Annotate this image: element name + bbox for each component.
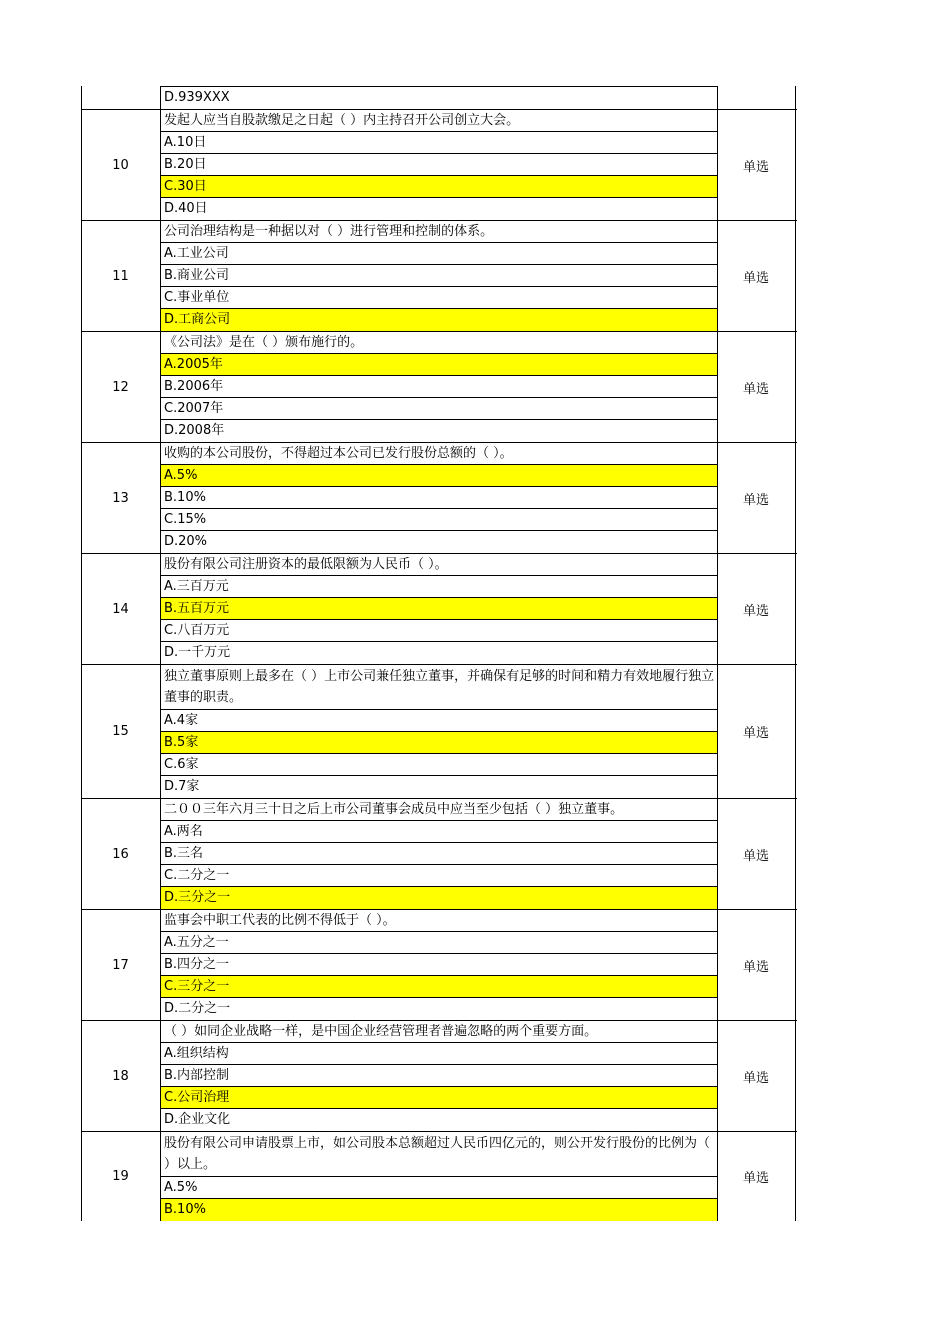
option-cell[interactable]: A.组织结构 <box>161 1043 717 1065</box>
option-cell-answer[interactable]: A.5% <box>161 465 717 487</box>
question-type: 单选 <box>742 381 769 397</box>
question-group <box>81 110 797 221</box>
question-stem[interactable]: 公司治理结构是一种据以对（ ）进行管理和控制的体系。 <box>161 221 717 243</box>
option-cell[interactable]: D.7家 <box>164 779 200 794</box>
question-number: 19 <box>112 1169 129 1184</box>
option-cell-answer[interactable]: C.公司治理 <box>161 1087 717 1109</box>
option-cell[interactable]: A.工业公司 <box>161 243 717 265</box>
question-type: 单选 <box>742 848 769 864</box>
question-stem[interactable]: 股份有限公司申请股票上市，如公司股本总额超过人民币四亿元的，则公开发行股份的比例为（ ）以上。 <box>161 1132 717 1177</box>
option-cell-answer[interactable]: A.2005年 <box>161 354 717 376</box>
option-cell[interactable]: D.二分之一 <box>164 1001 231 1016</box>
question-stem[interactable]: （ ）如同企业战略一样，是中国企业经营管理者普遍忽略的两个重要方面。 <box>161 1021 717 1043</box>
question-number: 12 <box>112 379 129 395</box>
question-type: 单选 <box>742 492 769 508</box>
question-number: 14 <box>112 601 129 617</box>
question-group <box>81 554 797 665</box>
option-cell-answer[interactable]: C.三分之一 <box>161 976 717 998</box>
option-cell[interactable]: A.4家 <box>161 710 717 732</box>
option-cell[interactable]: C.6家 <box>161 754 717 776</box>
question-sheet <box>81 86 797 1221</box>
question-type: 单选 <box>742 603 769 619</box>
option-cell[interactable]: A.两名 <box>161 821 717 843</box>
option-cell[interactable]: D.20% <box>164 534 208 549</box>
option-cell[interactable]: C.事业单位 <box>161 287 717 309</box>
option-cell-answer[interactable]: B.5家 <box>161 732 717 754</box>
option-cell[interactable]: A.三百万元 <box>161 576 717 598</box>
option-cell[interactable]: A.5% <box>161 1177 717 1199</box>
option-cell[interactable]: B.20日 <box>161 154 717 176</box>
option-cell-answer[interactable]: B.10% <box>161 1199 717 1221</box>
option-cell[interactable]: C.二分之一 <box>161 865 717 887</box>
question-number: 13 <box>112 490 129 506</box>
question-type: 单选 <box>742 726 769 741</box>
question-group <box>81 910 797 1021</box>
question-type: 单选 <box>742 1171 769 1186</box>
question-stem[interactable]: 二００三年六月三十日之后上市公司董事会成员中应当至少包括（ ）独立董事。 <box>161 799 717 821</box>
question-number: 17 <box>112 957 129 973</box>
option-cell[interactable]: B.内部控制 <box>161 1065 717 1087</box>
option-cell[interactable]: C.八百万元 <box>161 620 717 642</box>
question-type: 单选 <box>742 959 769 975</box>
option-cell-answer[interactable]: B.五百万元 <box>161 598 717 620</box>
question-number: 18 <box>112 1068 129 1084</box>
question-type: 单选 <box>742 1070 769 1086</box>
option-cell[interactable]: B.10% <box>161 487 717 509</box>
option-cell[interactable]: C.15% <box>161 509 717 531</box>
option-cell[interactable]: B.四分之一 <box>161 954 717 976</box>
question-number: 15 <box>112 724 129 739</box>
question-type: 单选 <box>742 270 769 286</box>
question-number: 10 <box>112 157 129 173</box>
option-cell-answer[interactable]: D.三分之一 <box>161 887 717 909</box>
question-type: 单选 <box>742 159 769 175</box>
question-stem[interactable]: 收购的本公司股份，不得超过本公司已发行股份总额的（ ）。 <box>161 443 717 465</box>
option-cell[interactable]: D.40日 <box>164 201 208 216</box>
option-cell-answer[interactable]: C.30日 <box>161 176 717 198</box>
question-group <box>81 1021 797 1132</box>
option-cell[interactable]: B.2006年 <box>161 376 717 398</box>
option-cell[interactable]: C.2007年 <box>161 398 717 420</box>
question-group <box>81 332 797 443</box>
option-cell-answer[interactable]: D.工商公司 <box>161 309 717 331</box>
question-stem[interactable]: 发起人应当自股款缴足之日起（ ）内主持召开公司创立大会。 <box>161 110 717 132</box>
question-number: 16 <box>112 846 129 862</box>
question-stem[interactable]: 监事会中职工代表的比例不得低于（ ）。 <box>161 910 717 932</box>
question-number: 11 <box>112 268 129 284</box>
question-group <box>81 665 797 799</box>
option-cell[interactable]: D.939XXX <box>164 90 230 105</box>
leading-row <box>81 86 797 110</box>
question-group <box>81 799 797 910</box>
question-group <box>81 443 797 554</box>
question-group <box>81 221 797 332</box>
option-cell[interactable]: D.一千万元 <box>164 645 231 660</box>
question-stem[interactable]: 股份有限公司注册资本的最低限额为人民币（ ）。 <box>161 554 717 576</box>
option-cell[interactable]: A.五分之一 <box>161 932 717 954</box>
option-cell[interactable]: D.2008年 <box>164 423 225 438</box>
question-group <box>81 1132 797 1221</box>
option-cell[interactable]: A.10日 <box>161 132 717 154</box>
question-stem[interactable]: 独立董事原则上最多在（ ）上市公司兼任独立董事，并确保有足够的时间和精力有效地履行独立董事的职责。 <box>161 665 717 710</box>
option-cell[interactable]: D.企业文化 <box>164 1112 231 1127</box>
question-stem[interactable]: 《公司法》是在（ ）颁布施行的。 <box>161 332 717 354</box>
option-cell[interactable]: B.三名 <box>161 843 717 865</box>
option-cell[interactable]: B.商业公司 <box>161 265 717 287</box>
